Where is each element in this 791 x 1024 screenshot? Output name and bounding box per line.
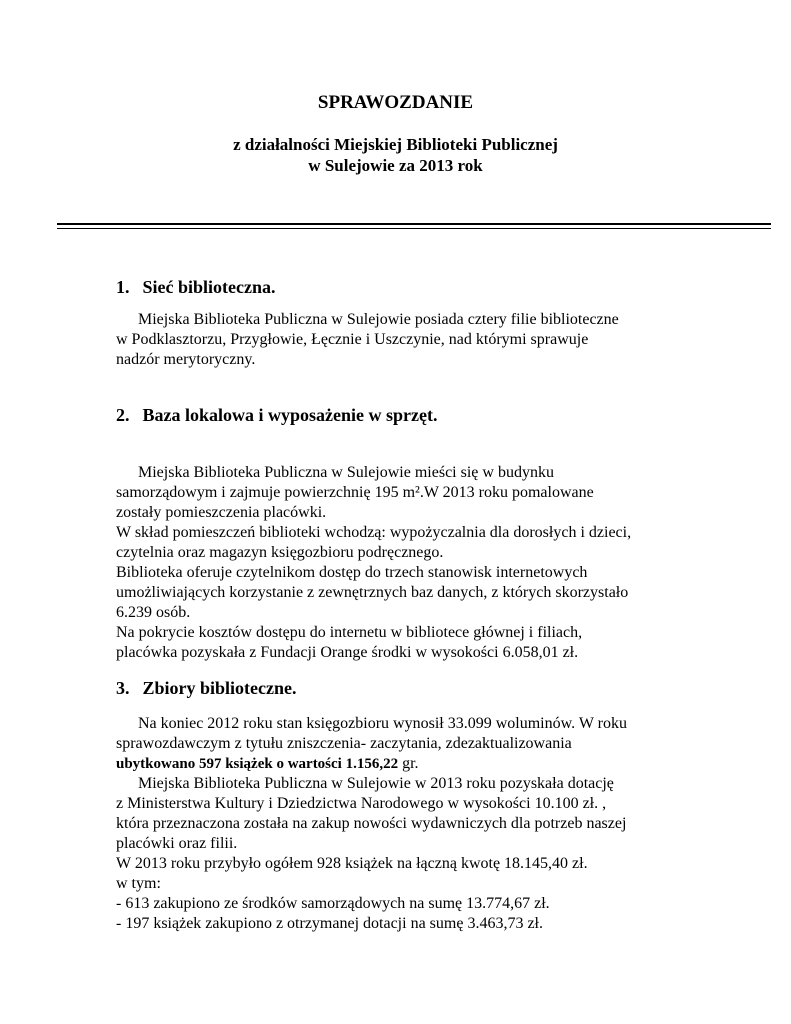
paragraph-line: - 613 zakupiono ze środków samorządowych na sumę 13.774,67 zł.	[116, 895, 550, 912]
double-rule-bottom	[57, 228, 771, 229]
section-paragraph	[116, 463, 736, 663]
section-paragraph	[116, 714, 736, 934]
paragraph-line: W 2013 roku przybyło ogółem 928 książek na łączną kwotę 18.145,40 zł.	[116, 855, 588, 872]
paragraph-line: w Podklasztorzu, Przygłowie, Łęcznie i Uszczynie, nad którymi sprawuje	[116, 331, 589, 348]
section-heading	[116, 277, 276, 298]
section-number: 1.	[116, 277, 130, 297]
section-number: 2.	[116, 405, 130, 425]
document-subtitle	[0, 134, 791, 176]
paragraph-line: - 197 książek zakupiono z otrzymanej dotacji na sumę 3.463,73 zł.	[116, 915, 543, 932]
subtitle-line: w Sulejowie za 2013 rok	[308, 156, 483, 175]
paragraph-line: samorządowym i zajmuje powierzchnię 195 m².W 2013 roku pomalowane	[116, 484, 594, 501]
paragraph-line: Miejska Biblioteka Publiczna w Sulejowie w 2013 roku pozyskała dotację	[138, 775, 614, 792]
section-title: Sieć biblioteczna.	[142, 277, 276, 297]
unit-suffix: gr.	[402, 755, 419, 772]
paragraph-line: sprawozdawczym z tytułu zniszczenia- zaczytania, zdezaktualizowania	[116, 735, 572, 752]
paragraph-line: Miejska Biblioteka Publiczna w Sulejowie mieści się w budynku	[138, 464, 554, 481]
paragraph-line: placówka pozyskała z Fundacji Orange środki w wysokości 6.058,01 zł.	[116, 644, 579, 661]
section-title: Baza lokalowa i wyposażenie w sprzęt.	[142, 405, 438, 425]
subtitle-line: z działalności Miejskiej Biblioteki Publicznej	[233, 135, 558, 154]
bold-phrase: ubytkowano 597 książek o wartości 1.156,22	[116, 756, 399, 772]
paragraph-line: nadzór merytoryczny.	[116, 351, 256, 368]
section-number: 3.	[116, 678, 130, 698]
document-title: SPRAWOZDANIE	[317, 92, 474, 113]
paragraph-line: 6.239 osób.	[116, 604, 191, 621]
paragraph-line: czytelnia oraz magazyn księgozbioru podręcznego.	[116, 544, 444, 561]
paragraph-line: Biblioteka oferuje czytelnikom dostęp do trzech stanowisk internetowych	[116, 564, 588, 581]
paragraph-line: zostały pomieszczenia placówki.	[116, 504, 327, 521]
paragraph-line: W skład pomieszczeń biblioteki wchodzą: wypożyczalnia dla dorosłych i dzieci,	[116, 524, 632, 541]
paragraph-line: placówki oraz filii.	[116, 835, 238, 852]
paragraph-line: która przeznaczona została na zakup nowości wydawniczych dla potrzeb naszej	[116, 815, 627, 832]
section-paragraph	[116, 310, 736, 370]
paragraph-line: umożliwiających korzystanie z zewnętrznych baz danych, z których skorzystało	[116, 584, 629, 601]
section-title: Zbiory biblioteczne.	[142, 678, 297, 698]
paragraph-line: w tym:	[116, 875, 161, 892]
paragraph-line: z Ministerstwa Kultury i Dziedzictwa Narodowego w wysokości 10.100 zł. ,	[116, 795, 607, 812]
paragraph-line: Miejska Biblioteka Publiczna w Sulejowie posiada cztery filie biblioteczne	[138, 311, 619, 328]
section-heading	[116, 678, 297, 699]
paragraph-line	[116, 754, 736, 774]
section-heading	[116, 405, 437, 426]
paragraph-line: Na koniec 2012 roku stan księgozbioru wynosił 33.099 woluminów. W roku	[138, 715, 627, 732]
double-rule-top	[57, 223, 771, 225]
paragraph-line: Na pokrycie kosztów dostępu do internetu w bibliotece głównej i filiach,	[116, 624, 583, 641]
